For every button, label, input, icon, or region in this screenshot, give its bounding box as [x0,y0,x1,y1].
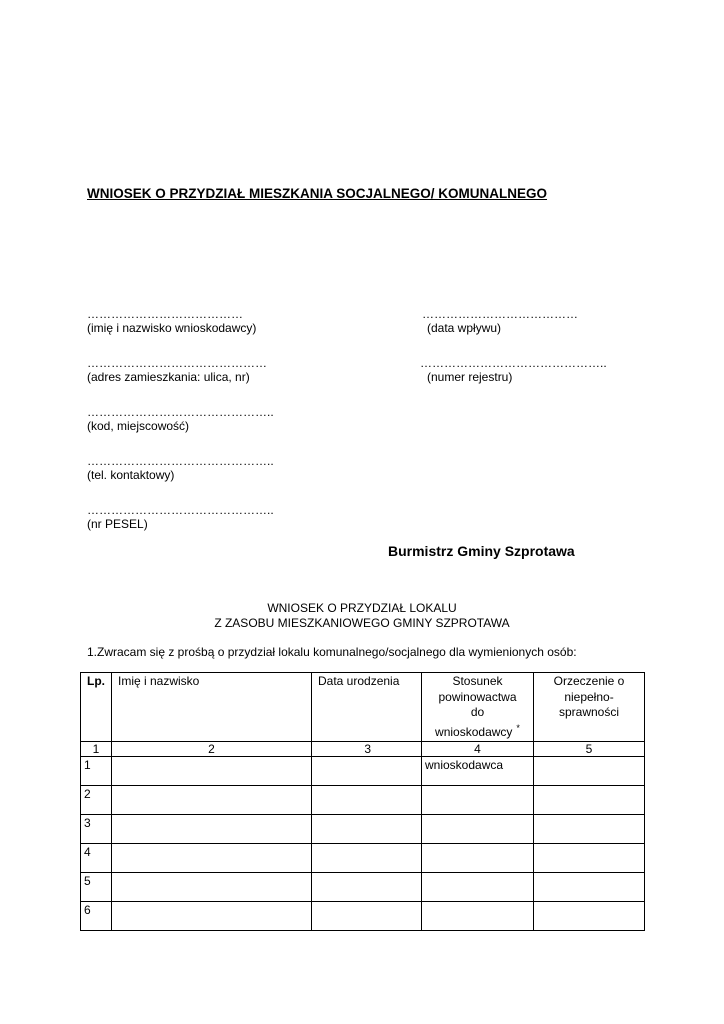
row-number: 1 [81,757,112,786]
disability-cell[interactable] [534,902,645,931]
document-title: WNIOSEK O PRZYDZIAŁ MIESZKANIA SOCJALNEGO/ KOMUNALNEGO [87,186,548,201]
header-disability-line-3: sprawności [558,705,620,719]
relation-cell[interactable]: wnioskodawca [422,757,534,786]
name-cell[interactable] [112,902,312,931]
applicant-name-line[interactable]: ………………………………… [87,307,243,321]
subtitle-line-2: Z ZASOBU MIESZKANIOWEGO GMINY SZPROTAWA [214,616,510,630]
phone-line[interactable]: ……………………………………….. [87,454,274,468]
header-disability-line-1: Orzeczenie o [553,674,625,688]
table-row [81,757,645,786]
row-number: 3 [81,815,112,844]
disability-cell[interactable] [534,844,645,873]
table-header-row [81,673,645,742]
row-number: 5 [81,873,112,902]
applicant-name-label: (imię i nazwisko wnioskodawcy) [87,321,257,335]
table-row [81,844,645,873]
column-number: 2 [112,742,312,757]
table-row [81,815,645,844]
header-disability [534,673,645,742]
header-name: Imię i nazwisko [112,673,312,742]
birth-date-cell[interactable] [312,902,422,931]
row-number: 4 [81,844,112,873]
intro-text: 1.Zwracam się z prośbą o przydział lokalu komunalnego/socjalnego dla wymienionych osób: [87,645,577,659]
register-number-line[interactable]: ……………………………………….. [420,356,607,370]
column-number-row [81,742,645,757]
relation-cell[interactable] [422,815,534,844]
name-cell[interactable] [112,757,312,786]
column-number: 5 [534,742,645,757]
header-relation-line-2: powinowactwa [438,689,517,704]
birth-date-cell[interactable] [312,757,422,786]
address-line[interactable]: ……………………………………… [87,356,267,370]
birth-date-cell[interactable] [312,786,422,815]
header-lp: Lp. [81,673,112,742]
row-number: 6 [81,902,112,931]
table-row [81,902,645,931]
row-number: 2 [81,786,112,815]
name-cell[interactable] [112,815,312,844]
disability-cell[interactable] [534,786,645,815]
header-relation-line-3: do [470,705,485,719]
relation-cell[interactable] [422,786,534,815]
phone-label: (tel. kontaktowy) [87,468,175,482]
receipt-date-line[interactable]: ………………………………… [422,307,578,321]
table-row [81,786,645,815]
footnote-mark: * [516,722,520,733]
relation-cell[interactable] [422,902,534,931]
header-relation-line-1: Stosunek [452,674,503,688]
table-row [81,873,645,902]
pesel-line[interactable]: ……………………………………….. [87,503,274,517]
column-number: 3 [312,742,422,757]
persons-table [80,672,645,931]
disability-cell[interactable] [534,757,645,786]
birth-date-cell[interactable] [312,815,422,844]
name-cell[interactable] [112,786,312,815]
pesel-label: (nr PESEL) [87,517,148,531]
birth-date-cell[interactable] [312,844,422,873]
header-relation-line-4: wnioskodawcy [435,724,513,739]
name-cell[interactable] [112,873,312,902]
header-relation [422,673,534,742]
header-disability-line-2: niepełno- [564,689,614,704]
header-birth-date: Data urodzenia [312,673,422,742]
address-label: (adres zamieszkania: ulica, nr) [87,370,250,384]
postcode-label: (kod, miejscowość) [87,419,190,433]
column-number: 1 [81,742,112,757]
column-number: 4 [422,742,534,757]
register-number-label: (numer rejestru) [427,370,513,384]
relation-cell[interactable] [422,873,534,902]
receipt-date-label: (data wpływu) [427,321,502,335]
disability-cell[interactable] [534,815,645,844]
birth-date-cell[interactable] [312,873,422,902]
addressee: Burmistrz Gminy Szprotawa [388,543,575,559]
disability-cell[interactable] [534,873,645,902]
relation-cell[interactable] [422,844,534,873]
postcode-line[interactable]: ……………………………………….. [87,405,274,419]
subtitle-line-1: WNIOSEK O PRZYDZIAŁ LOKALU [267,601,457,615]
name-cell[interactable] [112,844,312,873]
